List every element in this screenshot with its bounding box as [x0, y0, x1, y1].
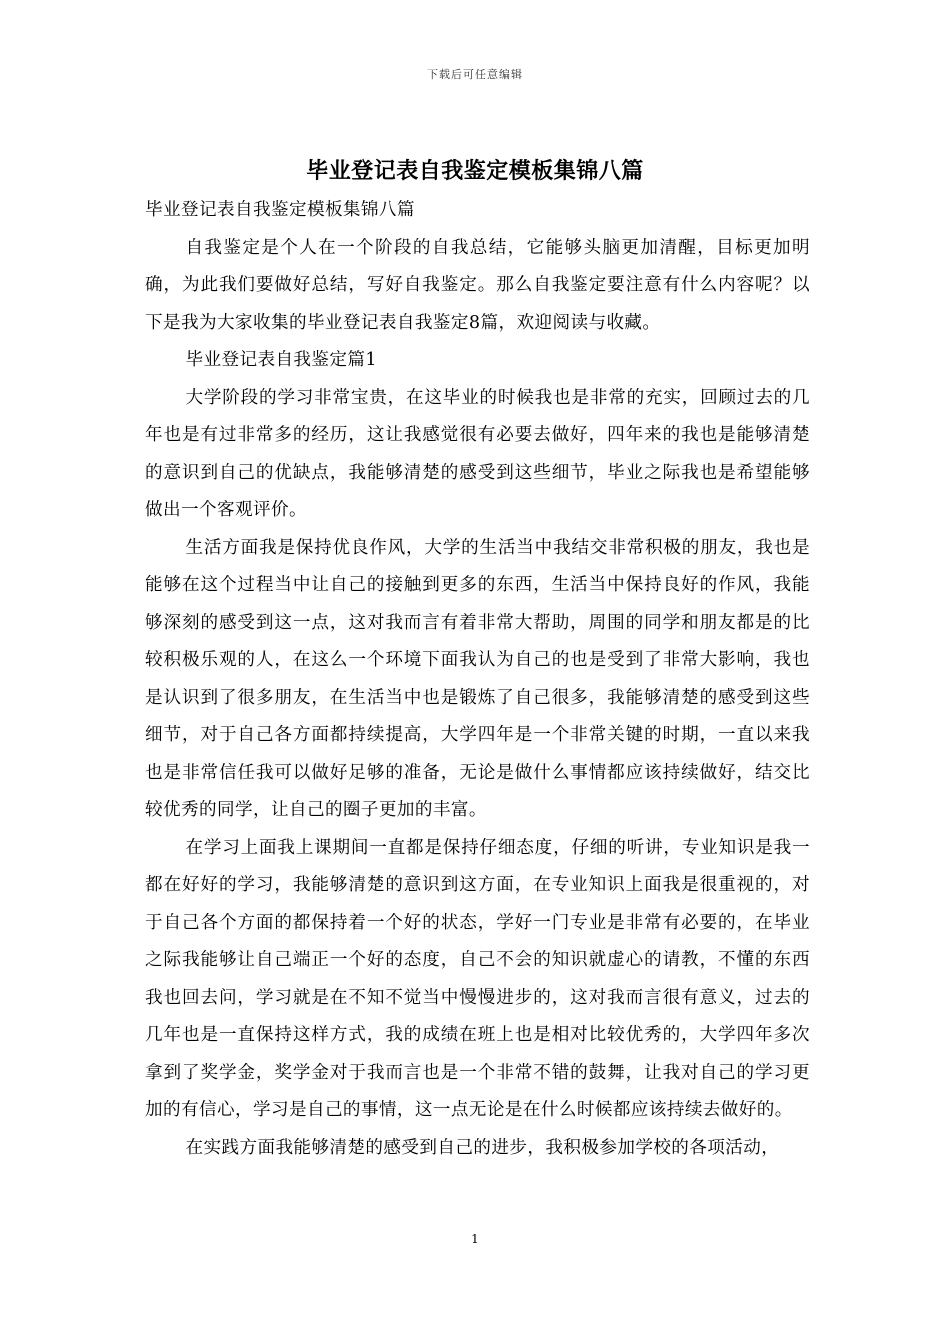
- subtitle-line: 毕业登记表自我鉴定模板集锦八篇: [145, 200, 415, 220]
- page-number: 1: [471, 1232, 479, 1246]
- header-note: 下载后可任意编辑: [427, 68, 523, 81]
- section-heading: 毕业登记表自我鉴定篇1: [185, 350, 378, 370]
- document-body: [145, 192, 810, 1167]
- intro-paragraph: 自我鉴定是个人在一个阶段的自我总结，它能够头脑更加清醒，目标更加明确，为此我们要做好总结，写好自我鉴定。那么自我鉴定要注意有什么内容呢？以下是我为大家收集的毕业登记表自我鉴定8篇，欢迎阅读与收藏。: [145, 237, 810, 333]
- document-title: 毕业登记表自我鉴定模板集锦八篇: [306, 159, 644, 184]
- body-paragraph: 在学习上面我上课期间一直都是保持仔细态度，仔细的听讲，专业知识是我一都在好好的学习，我能够清楚的意识到这方面，在专业知识上面我是很重视的，对于自己各个方面的都保持着一个好的状态，学好一门专业是非常有必要的，在毕业之际我能够让自己端正一个好的态度，自己不会的知识就虚心的请教，不懂的东西我也回去问，学习就是在不知不觉当中慢慢进步的，这对我而言很有意义，过去的几年也是一直保持这样方式，我的成绩在班上也是相对比较优秀的，大学四年多次拿到了奖学金，奖学金对于我而言也是一个非常不错的鼓舞，让我对自己的学习更加的有信心，学习是自己的事情，这一点无论是在什么时候都应该持续去做好的。: [145, 837, 810, 1120]
- body-paragraph: 在实践方面我能够清楚的感受到自己的进步，我积极参加学校的各项活动，: [185, 1137, 780, 1158]
- body-paragraph: 生活方面我是保持优良作风，大学的生活当中我结交非常积极的朋友，我也是能够在这个过程当中让自己的接触到更多的东西，生活当中保持良好的作风，我能够深刻的感受到这一点，这对我而言有着非常大帮助，周围的同学和朋友都是的比较积极乐观的人，在这么一个环境下面我认为自己的也是受到了非常大影响，我也是认识到了很多朋友，在生活当中也是锻炼了自己很多，我能够清楚的感受到这些细节，对于自己各方面都持续提高，大学四年是一个非常关键的时期，一直以来我也是非常信任我可以做好足够的准备，无论是做什么事情都应该持续做好，结交比较优秀的同学，让自己的圈子更加的丰富。: [145, 537, 810, 820]
- body-paragraph: 大学阶段的学习非常宝贵，在这毕业的时候我也是非常的充实，回顾过去的几年也是有过非常多的经历，这让我感觉很有必要去做好，四年来的我也是能够清楚的意识到自己的优缺点，我能够清楚的感受到这些细节，毕业之际我也是希望能够做出一个客观评价。: [145, 387, 810, 520]
